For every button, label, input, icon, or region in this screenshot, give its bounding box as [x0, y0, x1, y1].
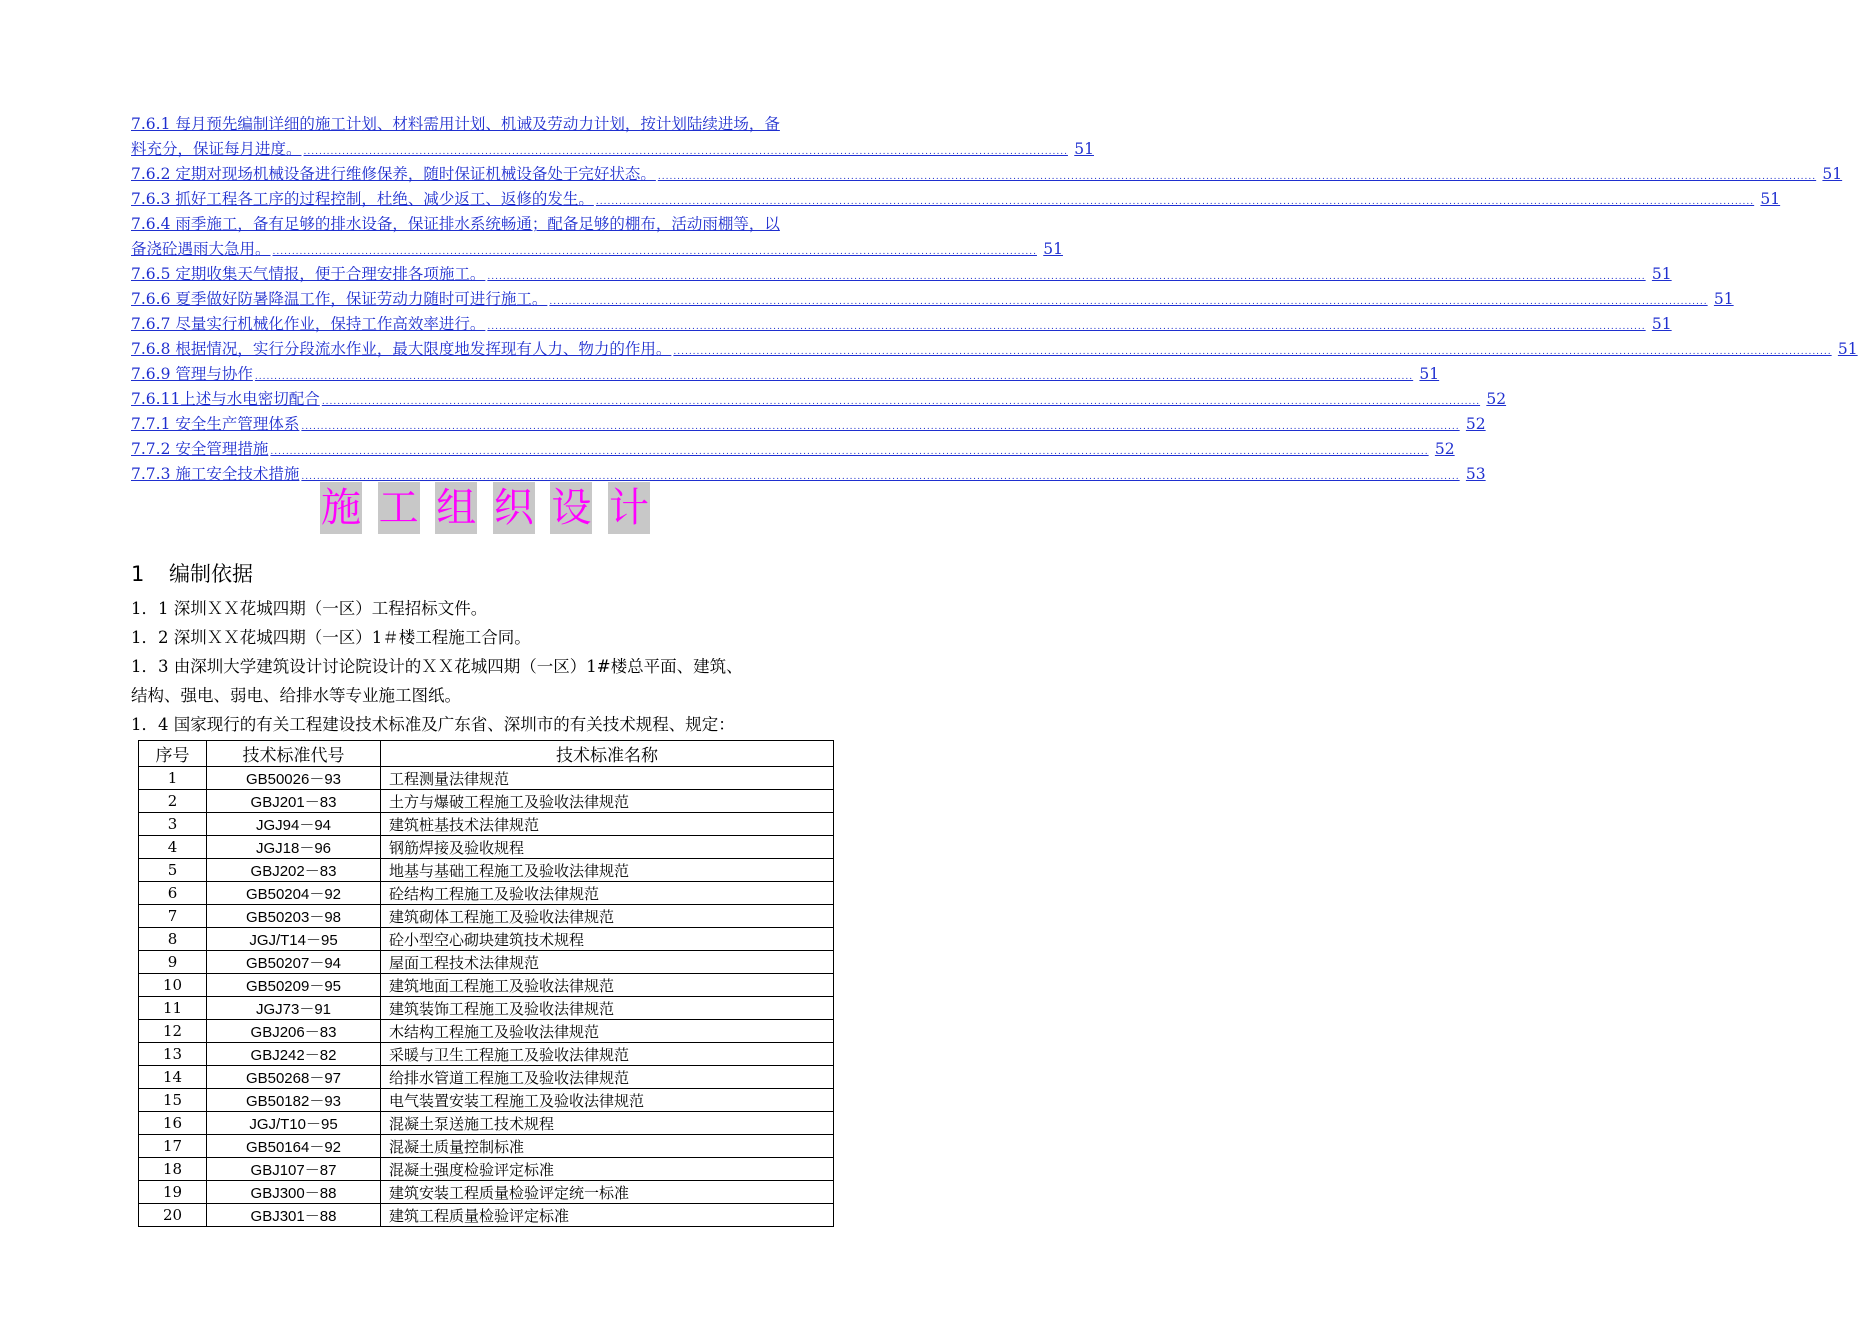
- toc-entry-text[interactable]: 7.6.6 夏季做好防暑降温工作，保证劳动力随时可进行施工。: [131, 290, 548, 308]
- standard-code: GB50203－98: [207, 905, 381, 928]
- standard-code: GB50164－92: [207, 1135, 381, 1158]
- row-index: 10: [139, 974, 207, 997]
- toc-page-number[interactable]: 51: [1651, 315, 1672, 333]
- table-row: [139, 997, 834, 1020]
- toc-entry-text[interactable]: 7.6.1 每月预先编制详细的施工计划、材料需用计划、机诫及劳动力计划，按计划陆续进场，备: [131, 115, 780, 133]
- toc-leader: ......................................................................................................................................................................................................: [303, 147, 1068, 157]
- table-row: [139, 974, 834, 997]
- toc-page-number[interactable]: 51: [1043, 240, 1063, 258]
- toc-leader: ............................................................................................................................................................................................................................................................................................................: [595, 197, 1755, 207]
- toc-entry-text[interactable]: 7.6.4 雨季施工，备有足够的排水设备，保证排水系统畅通；配备足够的棚布，活动雨棚等，以: [131, 215, 780, 233]
- row-index: 18: [139, 1158, 207, 1181]
- row-index: 20: [139, 1204, 207, 1227]
- standard-name: 采暖与卫生工程施工及验收法律规范: [381, 1043, 834, 1066]
- standard-name: 建筑安装工程质量检验评定统一标准: [381, 1181, 834, 1204]
- row-index: 12: [139, 1020, 207, 1043]
- toc-entry-text[interactable]: 7.6.5 定期收集天气情报，便于合理安排各项施工。: [131, 265, 486, 283]
- section-title: 编制依据: [169, 562, 253, 586]
- toc-leader: ............................................................................................................................................................................................................................................................................................................: [301, 422, 1460, 432]
- toc-leader: ............................................................................................................................................................................................................................................................................................................: [301, 472, 1460, 482]
- toc-entry-text[interactable]: 7.6.8 根据情况，实行分段流水作业，最大限度地发挥现有人力、物力的作用。: [131, 340, 672, 358]
- toc-entry[interactable]: [131, 287, 1734, 312]
- toc-page-number[interactable]: 52: [1434, 440, 1455, 458]
- toc-leader: ............................................................................................................................................................................................................................................................................................................: [487, 272, 1646, 282]
- toc-entry[interactable]: [131, 362, 1440, 387]
- standard-name: 砼结构工程施工及验收法律规范: [381, 882, 834, 905]
- toc-page-number[interactable]: 53: [1465, 465, 1486, 483]
- toc-entry-text[interactable]: 7.6.3 抓好工程各工序的过程控制，杜绝、减少返工、返修的发生。: [131, 190, 594, 208]
- standard-code: GBJ201－83: [207, 790, 381, 813]
- section-number: 1: [131, 562, 145, 586]
- standards-table: [138, 740, 834, 1227]
- document-title: [320, 482, 650, 534]
- table-row: [139, 790, 834, 813]
- standard-name: 建筑桩基技术法律规范: [381, 813, 834, 836]
- table-row: [139, 1112, 834, 1135]
- table-row: [139, 928, 834, 951]
- standard-name: 屋面工程技术法律规范: [381, 951, 834, 974]
- row-index: 19: [139, 1181, 207, 1204]
- toc-entry[interactable]: [131, 187, 1781, 212]
- paragraph-1-1: 1．1 深圳ＸＸ花城四期（一区）工程招标文件。: [131, 599, 488, 618]
- standard-name: 建筑地面工程施工及验收法律规范: [381, 974, 834, 997]
- table-row: [139, 1020, 834, 1043]
- standard-code: GBJ300－88: [207, 1181, 381, 1204]
- row-index: 13: [139, 1043, 207, 1066]
- standard-code: GBJ301－88: [207, 1204, 381, 1227]
- row-index: 2: [139, 790, 207, 813]
- toc-entry[interactable]: [131, 262, 1672, 287]
- standard-name: 建筑装饰工程施工及验收法律规范: [381, 997, 834, 1020]
- toc-leader: ............................................................................................................................................................................................................................................................................................................: [549, 297, 1708, 307]
- toc-page-number[interactable]: 51: [1760, 190, 1781, 208]
- toc-leader: ......................................................................................................................................................................................................: [272, 247, 1037, 257]
- toc-entry-text[interactable]: 7.6.9 管理与协作: [131, 365, 253, 383]
- table-row: [139, 1135, 834, 1158]
- toc-entry-text[interactable]: 7.6.2 定期对现场机械设备进行维修保养，随时保证机械设备处于完好状态。: [131, 165, 656, 183]
- toc-entry[interactable]: [131, 337, 1858, 362]
- toc-page-number[interactable]: 51: [1822, 165, 1843, 183]
- toc-page-number[interactable]: 51: [1837, 340, 1858, 358]
- row-index: 8: [139, 928, 207, 951]
- table-row: [139, 767, 834, 790]
- toc-entry[interactable]: [131, 437, 1455, 462]
- standard-code: GBJ202－83: [207, 859, 381, 882]
- table-header-row: [139, 741, 834, 767]
- standard-name: 钢筋焊接及验收规程: [381, 836, 834, 859]
- standard-code: JGJ/T10－95: [207, 1112, 381, 1135]
- row-index: 16: [139, 1112, 207, 1135]
- toc-entry[interactable]: [131, 412, 1486, 437]
- title-char: 施: [320, 482, 362, 534]
- toc-entry-text[interactable]: 7.6.7 尽量实行机械化作业，保持工作高效率进行。: [131, 315, 486, 333]
- standard-name: 建筑工程质量检验评定标准: [381, 1204, 834, 1227]
- standard-code: GB50207－94: [207, 951, 381, 974]
- header-index: 序号: [139, 741, 207, 767]
- toc-leader: ............................................................................................................................................................................................................................................................................................................: [657, 172, 1817, 182]
- toc-page-number[interactable]: 51: [1074, 140, 1094, 158]
- table-row: [139, 813, 834, 836]
- standard-code: GB50026－93: [207, 767, 381, 790]
- paragraph-1-3-line1: 1．3 由深圳大学建筑设计讨论院设计的ＸＸ花城四期（一区）1#楼总平面、建筑、: [131, 657, 743, 676]
- standard-code: GB50209－95: [207, 974, 381, 997]
- toc-entry-text[interactable]: 料充分，保证每月进度。: [131, 140, 302, 158]
- title-char: 织: [493, 482, 535, 534]
- standard-name: 建筑砌体工程施工及验收法律规范: [381, 905, 834, 928]
- table-row: [139, 1158, 834, 1181]
- toc-entry[interactable]: [131, 162, 1843, 187]
- table-row: [139, 1089, 834, 1112]
- title-char: 计: [608, 482, 650, 534]
- toc-leader: ............................................................................................................................................................................................................................................................................................................: [487, 322, 1646, 332]
- standard-code: GB50268－97: [207, 1066, 381, 1089]
- standard-name: 土方与爆破工程施工及验收法律规范: [381, 790, 834, 813]
- row-index: 4: [139, 836, 207, 859]
- standard-name: 地基与基础工程施工及验收法律规范: [381, 859, 834, 882]
- toc-page-number[interactable]: 51: [1651, 265, 1672, 283]
- table-row: [139, 882, 834, 905]
- table-row: [139, 1066, 834, 1089]
- table-row: [139, 859, 834, 882]
- toc-page-number[interactable]: 52: [1486, 390, 1507, 408]
- row-index: 6: [139, 882, 207, 905]
- toc-leader: ............................................................................................................................................................................................................................................................................................................: [270, 447, 1429, 457]
- toc-entry-7-6-4[interactable]: [131, 212, 1063, 262]
- toc-entry-text[interactable]: 7.7.1 安全生产管理体系: [131, 415, 300, 433]
- standard-code: GBJ107－87: [207, 1158, 381, 1181]
- standard-code: JGJ94－94: [207, 813, 381, 836]
- paragraph-1-2: 1．2 深圳ＸＸ花城四期（一区）1＃楼工程施工合同。: [131, 628, 531, 647]
- title-char: 组: [435, 482, 477, 534]
- row-index: 11: [139, 997, 207, 1020]
- toc-entry-text[interactable]: 7.7.3 施工安全技术措施: [131, 465, 300, 483]
- title-char: 设: [550, 482, 592, 534]
- toc-page-number[interactable]: 51: [1419, 365, 1440, 383]
- standard-name: 砼小型空心砌块建筑技术规程: [381, 928, 834, 951]
- standard-name: 工程测量法律规范: [381, 767, 834, 790]
- toc-page-number[interactable]: 51: [1713, 290, 1734, 308]
- standard-code: JGJ/T14－95: [207, 928, 381, 951]
- standard-code: GB50204－92: [207, 882, 381, 905]
- title-char: 工: [378, 482, 420, 534]
- table-row: [139, 905, 834, 928]
- toc-entry-text[interactable]: 7.6.11上述与水电密切配合: [131, 390, 320, 408]
- toc-entry-text[interactable]: 7.7.2 安全管理措施: [131, 440, 269, 458]
- toc-entry-7-6-1[interactable]: [131, 112, 1094, 162]
- table-row: [139, 951, 834, 974]
- section-heading: [131, 558, 253, 588]
- toc-entry[interactable]: [131, 387, 1507, 412]
- paragraph-1-3-line2: 结构、强电、弱电、给排水等专业施工图纸。: [131, 686, 461, 705]
- row-index: 3: [139, 813, 207, 836]
- paragraph-1-4: 1．4 国家现行的有关工程建设技术标准及广东省、深圳市的有关技术规程、规定：: [131, 715, 735, 734]
- table-row: [139, 1181, 834, 1204]
- standard-code: JGJ73－91: [207, 997, 381, 1020]
- row-index: 15: [139, 1089, 207, 1112]
- standard-code: GBJ206－83: [207, 1020, 381, 1043]
- standard-name: 木结构工程施工及验收法律规范: [381, 1020, 834, 1043]
- header-name: 技术标准名称: [381, 741, 834, 767]
- toc-entry-text[interactable]: 备浇砼遇雨大急用。: [131, 240, 271, 258]
- row-index: 1: [139, 767, 207, 790]
- standard-name: 混凝土泵送施工技术规程: [381, 1112, 834, 1135]
- standard-name: 混凝土强度检验评定标准: [381, 1158, 834, 1181]
- row-index: 14: [139, 1066, 207, 1089]
- row-index: 9: [139, 951, 207, 974]
- standard-code: JGJ18－96: [207, 836, 381, 859]
- toc-entry[interactable]: [131, 312, 1672, 337]
- standard-name: 电气装置安装工程施工及验收法律规范: [381, 1089, 834, 1112]
- table-row: [139, 1204, 834, 1227]
- toc-leader: ............................................................................................................................................................................................................................................................................................................: [321, 397, 1481, 407]
- toc-page-number[interactable]: 52: [1465, 415, 1486, 433]
- standard-code: GBJ242－82: [207, 1043, 381, 1066]
- row-index: 17: [139, 1135, 207, 1158]
- table-of-contents: [131, 112, 1858, 487]
- standard-code: GB50182－93: [207, 1089, 381, 1112]
- standard-name: 混凝土质量控制标准: [381, 1135, 834, 1158]
- header-code: 技术标准代号: [207, 741, 381, 767]
- standard-name: 给排水管道工程施工及验收法律规范: [381, 1066, 834, 1089]
- table-row: [139, 1043, 834, 1066]
- toc-leader: ............................................................................................................................................................................................................................................................................................................: [673, 347, 1832, 357]
- row-index: 5: [139, 859, 207, 882]
- toc-leader: ............................................................................................................................................................................................................................................................................................................: [254, 372, 1414, 382]
- table-row: [139, 836, 834, 859]
- row-index: 7: [139, 905, 207, 928]
